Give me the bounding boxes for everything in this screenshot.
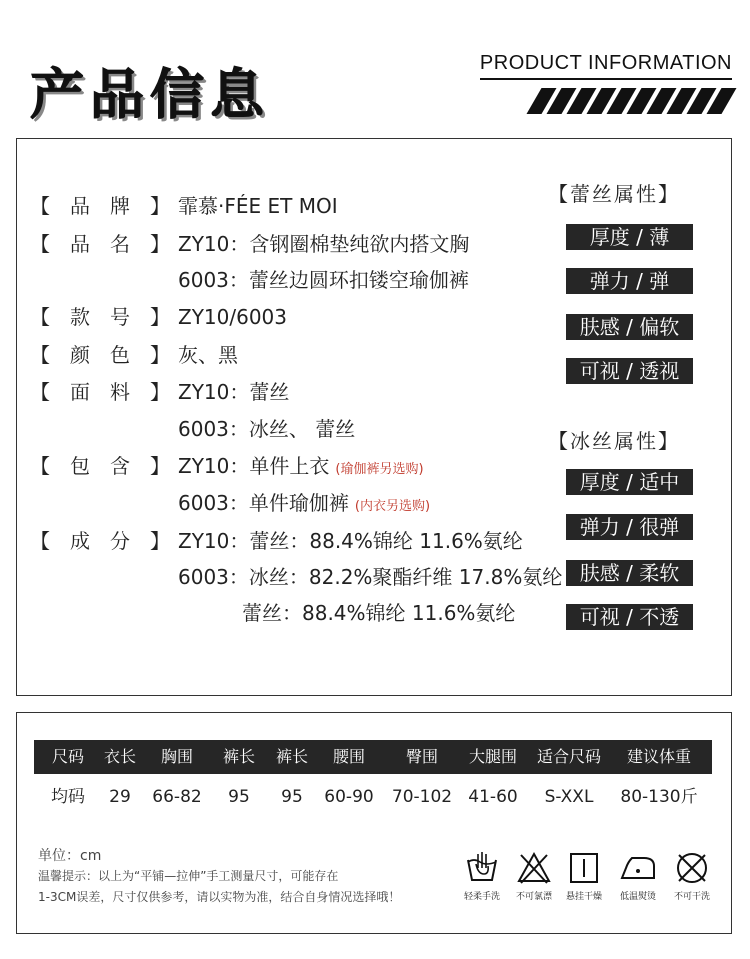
ice-attr-tag: 可视 / 不透 xyxy=(566,604,693,630)
spec-value xyxy=(178,192,338,220)
spec-label xyxy=(30,341,170,369)
table-row xyxy=(34,782,712,812)
spec-label xyxy=(30,192,170,220)
spec-value-text: 灰、黑 xyxy=(178,343,238,367)
spec-value xyxy=(178,452,424,484)
spec-label-char: 】 xyxy=(150,454,170,478)
ice-attr-tag: 弹力 / 很弹 xyxy=(566,514,693,540)
spec-value xyxy=(178,378,289,406)
size-header-cell: 大腿围 xyxy=(468,747,518,766)
spec-label-char: 品 xyxy=(70,194,90,218)
hand-wash-icon xyxy=(464,850,500,886)
unit-label: 单位：cm xyxy=(38,848,102,864)
size-cell: 29 xyxy=(109,787,131,807)
size-cell: 均码 xyxy=(51,787,85,807)
page-title: 产品信息 xyxy=(30,62,270,126)
size-header-cell: 裤长 xyxy=(275,747,309,766)
spec-label-char: 】 xyxy=(150,343,170,367)
size-header-cell: 建议体重 xyxy=(626,747,692,766)
care-label: 悬挂干燥 xyxy=(565,892,602,902)
lace-attr-heading: 【蕾丝属性】 xyxy=(548,182,680,206)
spec-label-char: 【 xyxy=(30,380,50,404)
spec-note: (瑜伽裤另选购) xyxy=(335,462,424,477)
spec-label-char: 颜 xyxy=(70,343,90,367)
care-item xyxy=(608,850,668,902)
spec-value xyxy=(178,527,523,555)
lace-attr-tag: 厚度 / 薄 xyxy=(566,224,693,250)
spec-label-char: 品 xyxy=(70,232,90,256)
spec-value-text: ZY10：单件上衣 xyxy=(178,454,330,478)
spec-value xyxy=(178,266,469,294)
spec-label-char: 分 xyxy=(110,529,130,553)
size-header-cell: 臀围 xyxy=(405,747,439,766)
size-header-cell: 适合尺码 xyxy=(536,747,602,766)
spec-label-char: 】 xyxy=(150,305,170,329)
spec-value xyxy=(178,563,562,591)
ice-attr-tag: 肤感 / 柔软 xyxy=(566,560,693,586)
spec-label-char: 料 xyxy=(110,380,130,404)
size-cell: 41-60 xyxy=(468,787,518,807)
size-header-cell: 尺码 xyxy=(51,747,85,766)
size-cell: 80-130斤 xyxy=(620,787,698,807)
care-label: 不可干洗 xyxy=(673,892,710,902)
lace-attr-tag: 可视 / 透视 xyxy=(566,358,693,384)
care-label: 不可氯漂 xyxy=(515,892,552,902)
spec-value-text: 6003：冰丝：82.2%聚酯纤维 17.8%氨纶 xyxy=(178,565,563,589)
ice-attr-tag: 厚度 / 适中 xyxy=(566,469,693,495)
care-label: 轻柔手洗 xyxy=(463,892,500,902)
spec-value-text: 6003：蕾丝边圆环扣镂空瑜伽裤 xyxy=(178,268,469,292)
spec-label-char: 】 xyxy=(150,529,170,553)
spec-label-char: 】 xyxy=(150,380,170,404)
size-cell: S-XXL xyxy=(544,787,594,807)
spec-label-char: 【 xyxy=(30,305,50,329)
size-cell: 70-102 xyxy=(391,787,453,807)
lace-attr-tag: 肤感 / 偏软 xyxy=(566,314,693,340)
spec-label-char: 】 xyxy=(150,232,170,256)
size-cell: 60-90 xyxy=(324,787,374,807)
size-table-header xyxy=(34,740,712,774)
size-cell: 66-82 xyxy=(152,787,202,807)
spec-value-text: 蕾丝：88.4%锦纶 11.6%氨纶 xyxy=(242,601,516,625)
spec-label xyxy=(30,303,170,331)
no-dry-clean-icon xyxy=(674,850,710,886)
care-item xyxy=(662,850,722,902)
spec-label-char: 【 xyxy=(30,232,50,256)
care-label: 低温熨烫 xyxy=(619,892,656,902)
spec-value xyxy=(178,341,238,369)
spec-label-char: 名 xyxy=(110,232,130,256)
spec-label-char: 【 xyxy=(30,194,50,218)
spec-value-text: ZY10：蕾丝 xyxy=(178,380,290,404)
tip-text: 温馨提示：以上为“平铺—拉伸”手工测量尺寸，可能存在 xyxy=(38,869,339,883)
spec-value-text: 6003：单件瑜伽裤 xyxy=(178,491,349,515)
spec-value xyxy=(178,303,287,331)
low-iron-icon xyxy=(618,850,658,886)
spec-value xyxy=(178,415,355,443)
spec-label-char: 含 xyxy=(110,454,130,478)
hang-dry-icon xyxy=(566,850,602,886)
page-title-en: PRODUCT INFORMATION xyxy=(480,52,732,80)
lace-attr-tag: 弹力 / 弹 xyxy=(566,268,693,294)
spec-label xyxy=(30,378,170,406)
spec-value xyxy=(242,599,515,627)
decorative-stripes xyxy=(534,88,730,114)
spec-label-char: 款 xyxy=(70,305,90,329)
care-item xyxy=(452,850,512,902)
spec-label-char: 面 xyxy=(70,380,90,404)
spec-label-char: 号 xyxy=(110,305,130,329)
spec-value-text: ZY10：含钢圈棉垫纯欲内搭文胸 xyxy=(178,232,470,256)
ice-attr-heading: 【冰丝属性】 xyxy=(548,429,680,453)
care-item xyxy=(554,850,614,902)
spec-label-char: 色 xyxy=(110,343,130,367)
tip-text: 1-3CM误差，尺寸仅供参考，请以实物为准，结合自身情况选择哦！ xyxy=(38,890,401,904)
spec-value xyxy=(178,230,469,258)
size-cell: 95 xyxy=(281,787,303,807)
spec-label-char: 牌 xyxy=(110,194,130,218)
size-header-cell: 胸围 xyxy=(160,747,194,766)
spec-label-char: 包 xyxy=(70,454,90,478)
spec-value xyxy=(178,489,430,521)
spec-label-char: 】 xyxy=(150,194,170,218)
no-bleach-icon xyxy=(516,850,552,886)
spec-label xyxy=(30,527,170,555)
spec-label-char: 【 xyxy=(30,454,50,478)
spec-note: (内衣另选购) xyxy=(354,499,431,514)
spec-label xyxy=(30,230,170,258)
spec-label-char: 【 xyxy=(30,343,50,367)
spec-label-char: 【 xyxy=(30,529,50,553)
spec-label-char: 成 xyxy=(70,529,90,553)
spec-label xyxy=(30,452,170,480)
spec-value-text: 霏慕·FÉE ET MOI xyxy=(178,194,338,218)
spec-value-text: ZY10/6003 xyxy=(178,305,288,329)
spec-value-text: 6003：冰丝、 蕾丝 xyxy=(178,417,356,441)
size-header-cell: 衣长 xyxy=(103,747,137,766)
size-header-cell: 裤长 xyxy=(222,747,256,766)
size-header-cell: 腰围 xyxy=(332,747,366,766)
size-cell: 95 xyxy=(228,787,250,807)
spec-value-text: ZY10：蕾丝：88.4%锦纶 11.6%氨纶 xyxy=(178,529,523,553)
